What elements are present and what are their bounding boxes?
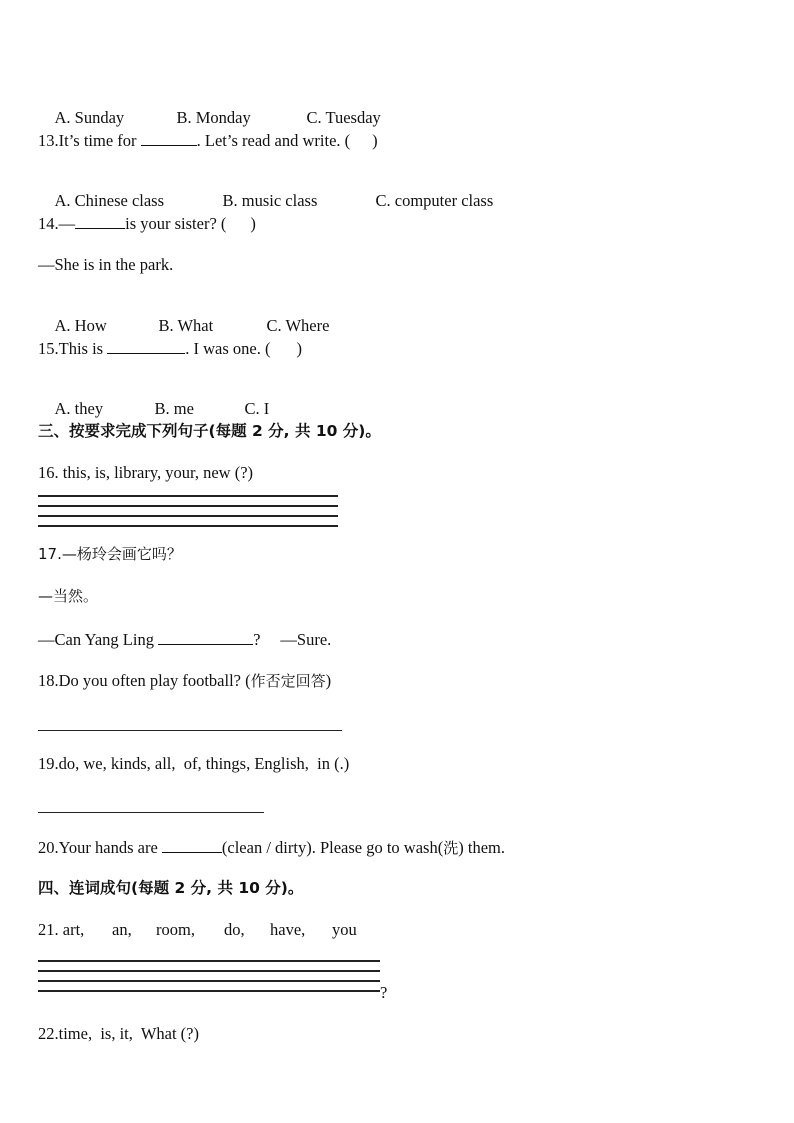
- q13-text-after: . Let’s read and write. (: [196, 131, 351, 150]
- q15-option-c: C. I: [244, 399, 270, 418]
- q13-option-b: B. music class: [222, 191, 318, 210]
- q20-question: [38, 837, 505, 858]
- q15-number: 15.: [38, 339, 59, 358]
- q13-option-c: C. computer class: [375, 191, 494, 210]
- q14-option-c: C. Where: [266, 316, 330, 335]
- writing-line: [38, 495, 338, 497]
- q21-word: have,: [270, 920, 306, 939]
- q14-blank[interactable]: [75, 213, 125, 229]
- q21-word: 21. art,: [38, 920, 85, 939]
- q15-blank[interactable]: [107, 338, 185, 354]
- q15-option-a: A. they: [54, 399, 104, 418]
- q12-option-a: A. Sunday: [54, 108, 125, 127]
- q14-option-b: B. What: [158, 316, 214, 335]
- q13-blank[interactable]: [141, 130, 197, 146]
- writing-line: [38, 525, 338, 527]
- q14-paren-close: ): [250, 214, 256, 233]
- section-3-heading: 三、按要求完成下列句子(每题 2 分, 共 10 分)。: [38, 422, 381, 440]
- q17-reply: —Sure.: [280, 630, 332, 649]
- q21-words: [38, 920, 357, 940]
- q20-text-before: 20.Your hands are: [38, 838, 162, 857]
- q13-paren-close: ): [372, 131, 378, 150]
- q21-writing-lines[interactable]: [38, 960, 380, 996]
- writing-line: [38, 990, 380, 992]
- q17-chinese-question: 17.—杨玲会画它吗？: [38, 545, 182, 563]
- q17-blank[interactable]: [158, 629, 253, 645]
- q20-text-end: ) them.: [458, 838, 505, 857]
- q13-question: [38, 130, 378, 151]
- writing-line: [38, 960, 380, 962]
- q17-text-before: —Can Yang Ling: [38, 630, 159, 649]
- q21-word: an,: [112, 920, 132, 939]
- q20-chinese-hint: 洗: [443, 839, 459, 857]
- q12-option-c: C. Tuesday: [306, 108, 381, 127]
- q19-writing-line[interactable]: [38, 812, 264, 814]
- q13-text-before: It’s time for: [58, 131, 141, 150]
- section-4-heading: 四、连词成句(每题 2 分, 共 10 分)。: [38, 879, 304, 897]
- q14-answer-line: —She is in the park.: [38, 255, 174, 274]
- q15-text-after: . I was one. (: [185, 339, 271, 358]
- q14-dash: —: [58, 214, 76, 233]
- q18-writing-line[interactable]: [38, 730, 342, 732]
- writing-line: [38, 515, 338, 517]
- q16-question: 16. this, is, library, your, new (?): [38, 463, 254, 482]
- q15-option-b: B. me: [154, 399, 194, 418]
- q14-number: 14.: [38, 214, 59, 233]
- q12-option-b: B. Monday: [176, 108, 251, 127]
- q21-question-mark: ?: [380, 983, 388, 1002]
- q18-instruction: 作否定回答: [250, 672, 326, 690]
- q22-question: 22.time, is, it, What (?): [38, 1024, 199, 1043]
- q20-text-after: (clean / dirty). Please go to wash(: [221, 838, 444, 857]
- q15-text-before: This is: [58, 339, 108, 358]
- q19-question: 19.do, we, kinds, all, of, things, English, in (.): [38, 754, 350, 773]
- writing-line: [38, 980, 380, 982]
- writing-line: [38, 812, 264, 813]
- q17-question-mark: ?: [253, 630, 261, 649]
- q18-paren-close: ): [325, 671, 332, 690]
- q18-question: [38, 671, 331, 691]
- q21-word: you: [332, 920, 357, 939]
- q14-option-a: A. How: [54, 316, 107, 335]
- q21-word: room,: [156, 920, 195, 939]
- q17-chinese-answer: —当然。: [38, 587, 99, 605]
- q18-text: 18.Do you often play football? (: [38, 671, 251, 690]
- writing-line: [38, 970, 380, 972]
- q20-blank[interactable]: [162, 837, 222, 853]
- q16-writing-lines[interactable]: [38, 495, 338, 531]
- q15-paren-close: ): [296, 339, 302, 358]
- writing-line: [38, 505, 338, 507]
- writing-line: [38, 730, 342, 731]
- q14-question: [38, 213, 256, 234]
- q14-text-after: is your sister? (: [125, 214, 227, 233]
- q21-word: do,: [224, 920, 245, 939]
- q17-english-line: [38, 629, 331, 650]
- q15-question: [38, 338, 302, 359]
- q13-option-a: A. Chinese class: [54, 191, 165, 210]
- q13-number: 13.: [38, 131, 59, 150]
